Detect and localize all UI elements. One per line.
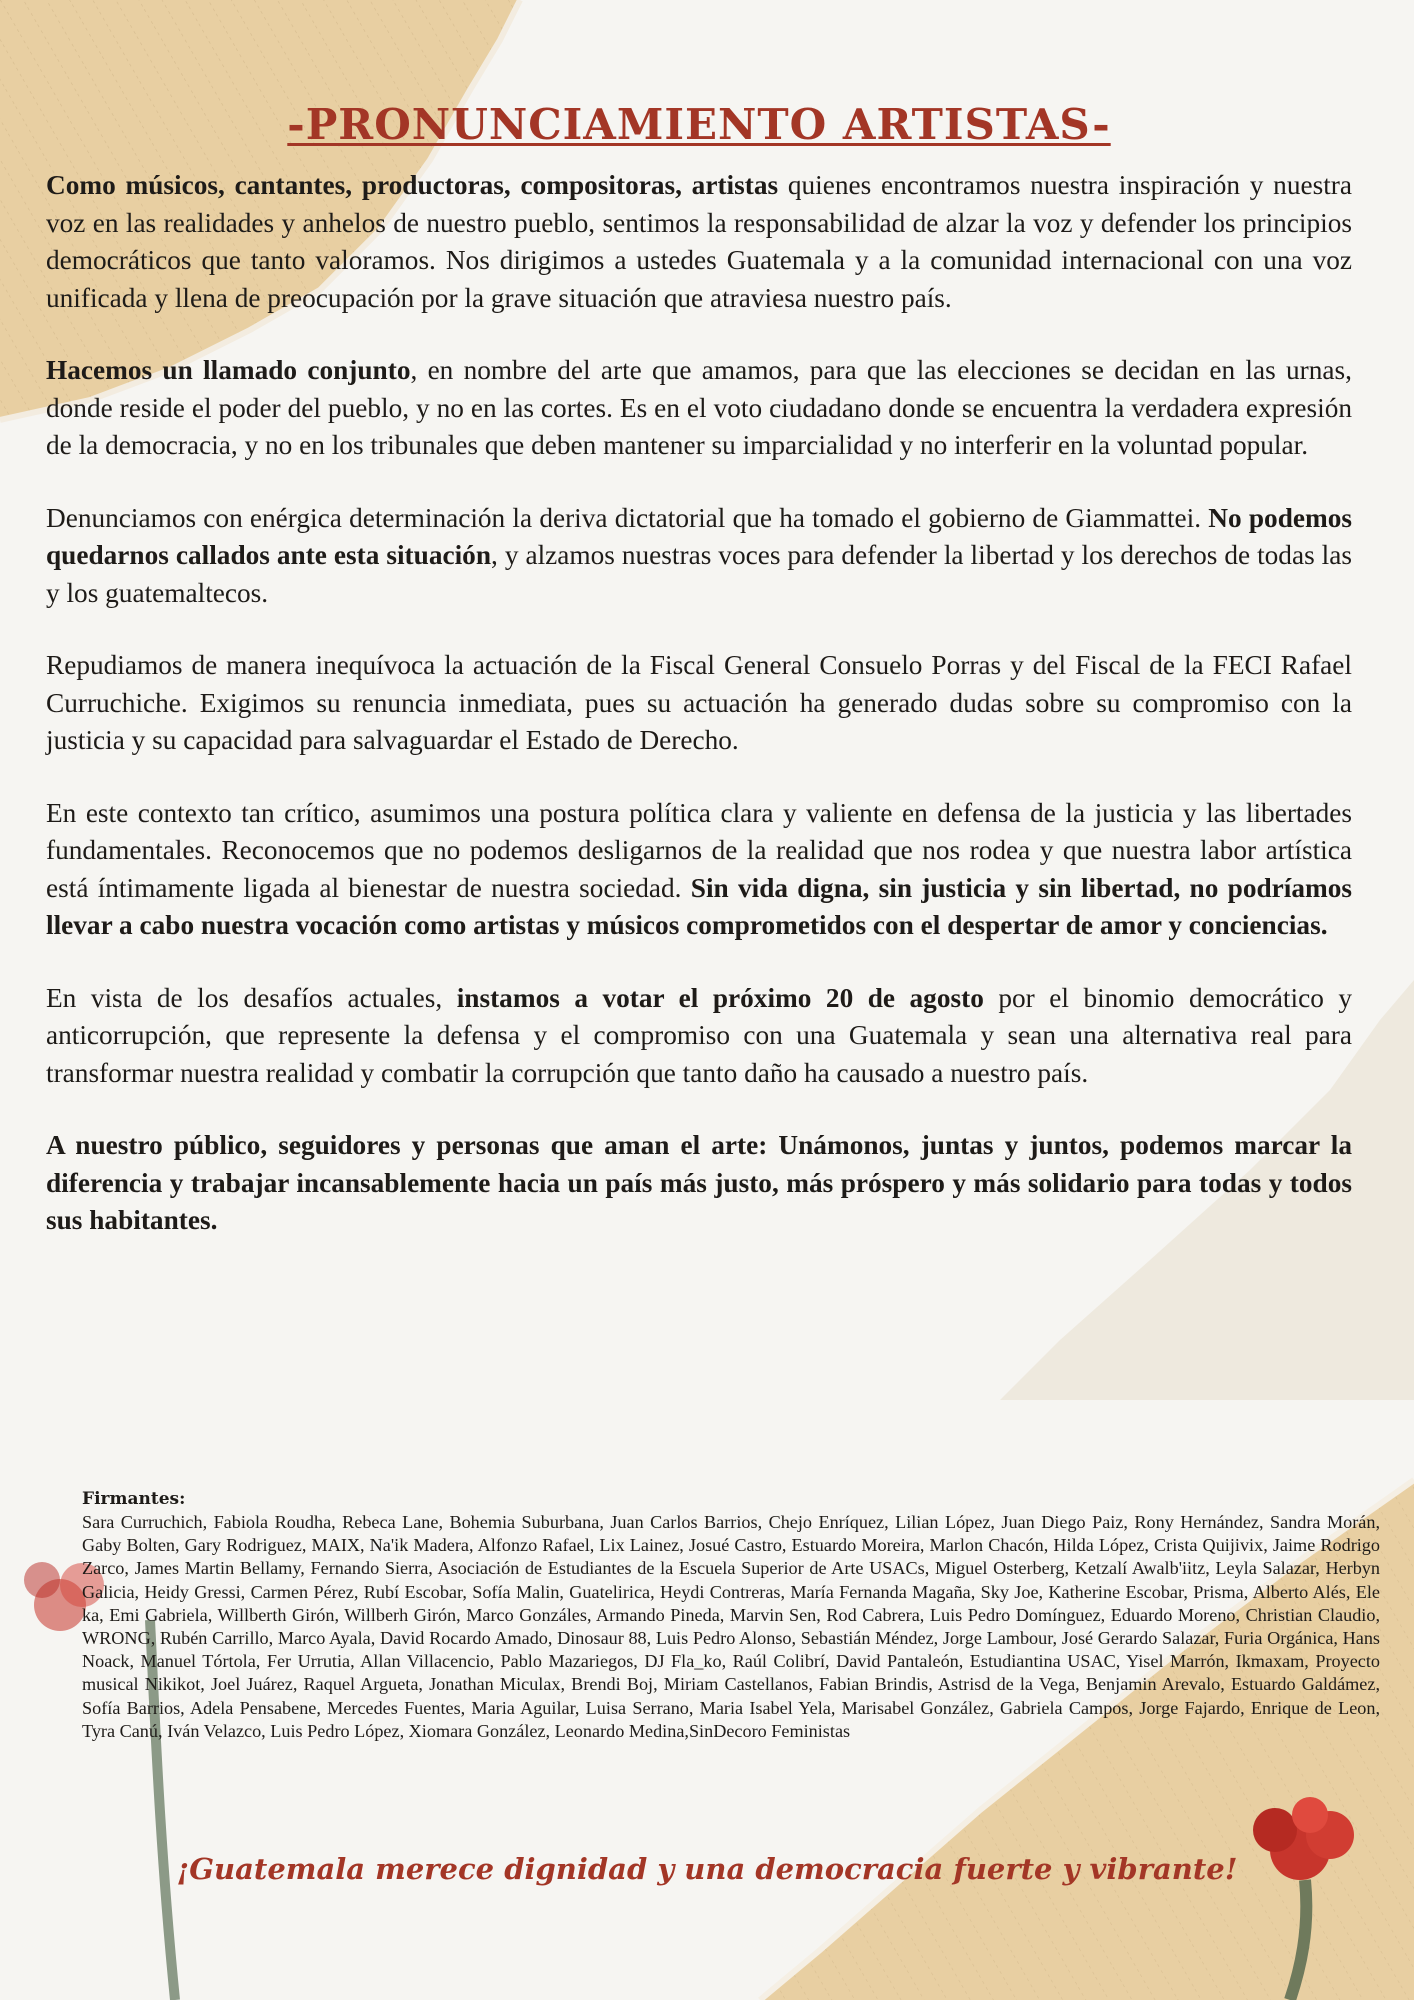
paragraph-2 (46, 352, 1352, 465)
paragraph-6-text-after: por el binomio democrático y anticorrupción, que represente la defensa y el compromiso con una Guatemala y sean una alternativa real para transformar nuestra realidad y combatir la corrupción que tanto daño ha causado a nuestro país. (46, 982, 1352, 1088)
paragraph-3-text-before: Denunciamos con enérgica determinación la deriva dictatorial que ha tomado el gobierno de Giammattei. (46, 502, 1209, 533)
paragraph-closing: A nuestro público, seguidores y personas que aman el arte: Unámonos, juntas y juntos, podemos marcar la diferencia y trabajar incansablemente hacia un país más justo, más próspero y más solidario para todas y todos sus habitantes. (46, 1130, 1352, 1235)
paragraph-6-bold: instamos a votar el próximo 20 de agosto (456, 982, 984, 1013)
paragraph-5-bold: Sin vida digna, sin justicia y sin libertad, no podríamos llevar a cabo nuestra vocación como artistas y músicos comprometidos con el despertar de amor y conciencias. (46, 872, 1353, 940)
paragraph-1-bold: Como músicos, cantantes, productoras, compositoras, artistas (46, 170, 779, 200)
page-title: -PRONUNCIAMIENTO ARTISTAS- (287, 100, 1111, 149)
slogan: ¡Guatemala merece dignidad y una democracia fuerte y vibrante! (176, 1852, 1238, 1886)
signers-block (82, 1489, 1380, 1743)
paragraph-3-text-after: , y alzamos nuestras voces para defender la libertad y los derechos de todas las y los guatemaltecos. (46, 540, 1352, 608)
paragraph-4 (46, 647, 1352, 760)
paragraph-5-text-before: En este contexto tan crítico, asumimos una postura política clara y valiente en defensa de la justicia y las libertades fundamentales. Reconocemos que no podemos desligarnos de la realidad que nos rodea y que nuestra labor artística está íntimamente ligada al bienestar de nuestra sociedad. (46, 797, 1352, 903)
paragraph-2-text: , en nombre del arte que amamos, para que las elecciones se decidan en las urnas, donde reside el poder del pueblo, y no en las cortes. Es en el voto ciudadano donde se encuentra la verdadera expresión de la democracia, y no en los tribunales que deben mantener su imparcialidad y no interferir en la voluntad popular. (46, 355, 1352, 460)
paragraph-5 (46, 795, 1352, 945)
statement-body (46, 100, 1352, 1275)
paragraph-6-text-before: En vista de los desafíos actuales, (46, 982, 457, 1013)
signers-label: Firmantes: (82, 1489, 186, 1509)
paragraph-3 (46, 500, 1352, 613)
paragraph-2-bold: Hacemos un llamado conjunto (46, 355, 411, 385)
paragraph-6 (46, 980, 1352, 1093)
paragraph-4-text: Repudiamos de manera inequívoca la actuación de la Fiscal General Consuelo Porras y del Fiscal de la FECI Rafael Curruchiche. Exigimos su renuncia inmediata, pues su actuación ha generado dudas sobre su compromiso con la justicia y su capacidad para salvaguardar el Estado de Derecho. (46, 650, 1352, 755)
paragraph-1-text: quienes encontramos nuestra inspiración y nuestra voz en las realidades y anhelos de nuestro pueblo, sentimos la responsabilidad de alzar la voz y defender los principios democráticos que tanto valoramos. Nos dirigimos a ustedes Guatemala y a la comunidad internacional con una voz unificada y llena de preocupación por la grave situación que atraviesa nuestro país. (46, 170, 1352, 313)
paragraph-1 (46, 167, 1352, 317)
paragraph-3-bold: No podemos quedarnos callados ante esta situación (46, 502, 1353, 570)
signers-list: Sara Curruchich, Fabiola Roudha, Rebeca Lane, Bohemia Suburbana, Juan Carlos Barrios, Chejo Enríquez, Lilian López, Juan Diego Paiz, Rony Hernández, Sandra Morán, Gaby Bolten, Gary Rodriguez, MAIX, Na'ik Madera, Alfonzo Rafael, Lix Lainez, Josué Castro, Estuardo Moreira, Marlon Chacón, Hilda López, Crista Quijivix, Jaime Rodrigo Zarco, James Martin Bellamy, Fernando Sierra, Asociación de Estudiantes de la Escuela Superior de Arte USACs, Miguel Osterberg, Ketzalí Awalb'iitz, Leyla Salazar, Herbyn Galicia, Heidy Gressi, Carmen Pérez, Rubí Escobar, Sofía Malin, Guatelirica, Heydi Contreras, María Fernanda Magaña, Sky Joe, Katherine Escobar, Prisma, Alberto Alés, Ele ka, Emi Gabriela, Willberth Girón, Willberh Girón, Marco Gonzáles, Armando Pineda, Marvin Sen, Rod Cabrera, Luis Pedro Domínguez, Eduardo Moreno, Christian Claudio, WRONG, Rubén Carrillo, Marco Ayala, David Rocardo Amado, Dinosaur 88, Luis Pedro Alonso, Sebastián Méndez, Jorge Lambour, José Gerardo Salazar, Furia Orgánica, Hans Noack, Manuel Tórtola, Fer Urrutia, Allan Villacencio, Pablo Mazariegos, DJ Fla_ko, Raúl Colibrí, David Pantaleón, Estudiantina USAC, Yisel Marrón, Ikmaxam, Proyecto musical Nikikot, Joel Juárez, Raquel Argueta, Jonathan Miculax, Brendi Boj, Miriam Castellanos, Fabian Brindis, Astrisd de la Vega, Benjamin Arevalo, Estuardo Galdámez, Sofía Barrios, Adela Pensabene, Mercedes Fuentes, Maria Aguilar, Luisa Serrano, Maria Isabel Yela, Marisabel González, Gabriela Campos, Jorge Fajardo, Enrique de Leon, Tyra Canú, Iván Velazco, Luis Pedro López, Xiomara González, Leonardo Medina,SinDecoro Feministas (82, 1512, 1380, 1741)
